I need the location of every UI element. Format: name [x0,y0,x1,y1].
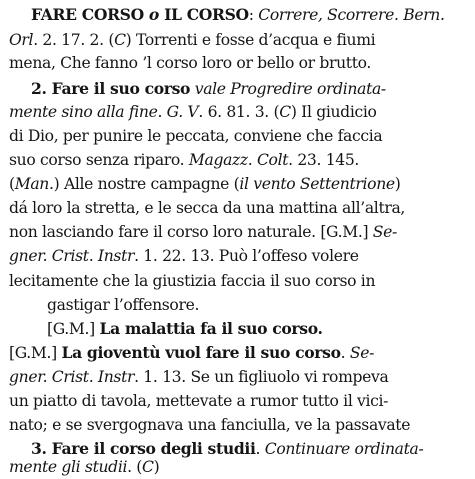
text-run: . 1. 22. 13. Può l’offeso volere [134,247,359,265]
text-line [9,244,475,268]
text-run: dá loro la stretta, e le secca da una mattina all’altra, [9,199,406,217]
text-line [9,196,475,220]
text-run: . ( [127,458,143,476]
text-run: ) [394,175,401,193]
text-run: ( [9,175,15,193]
text-run: [G.M.] [9,344,62,362]
text-run: mente gli studii [9,458,128,476]
text-run: gastigar l’offensore. [47,296,200,314]
text-run: . 1. 13. Se un figliuolo vi rompeva [134,368,389,386]
text-line [9,100,475,124]
text-run: FARE CORSO [31,5,149,24]
text-line [9,341,475,365]
text-run: mena, Che fanno ’l corso loro or bello or brutto. [9,54,371,72]
text-line [9,124,475,148]
text-run: suo corso senza riparo. [9,151,189,169]
text-run: gner. Crist. Instr [9,368,135,386]
text-run: vale Progredire ordinata- [190,80,386,98]
text-run: Orl [9,31,34,49]
text-run: Se- [349,344,374,362]
text-run: Se- [372,223,397,241]
text-run: IL CORSO [158,5,249,24]
text-line [47,293,475,317]
text-line [47,317,475,341]
text-run: Correre, Scorrere. Bern. [258,6,445,24]
text-line [31,3,475,27]
text-run: 2. Fare il suo corso [31,79,191,98]
text-run: C [114,31,126,49]
text-run: nato; e se svergognava una fanciulla, ve la passavate [9,416,411,434]
text-run: un piatto di tavola, mettevate a rumor tutto il vici- [9,392,389,410]
text-run: gner. Crist. Instr [9,247,135,265]
text-run: La malattia fa il suo corso. [99,319,323,338]
text-run: . 2. 17. 2. ( [33,31,115,49]
text-run: La gioventù vuol fare il suo corso [61,343,341,362]
text-line [9,413,475,437]
text-run: Man. [14,175,54,193]
text-line [9,28,475,52]
text-run: ) Alle nostre campagne ( [53,175,240,193]
text-run: Magazz. Colt [188,151,289,169]
text-run: . [157,103,167,121]
text-run: [G.M.] [47,320,100,338]
text-run: o [148,5,159,24]
text-line [9,269,475,293]
text-run: Continuare ordinata- [264,440,424,458]
text-line [9,148,475,172]
text-run: non lasciando fare il corso loro naturale. [G.M.] [9,223,373,241]
text-run: C [142,458,154,476]
text-run: G. V [166,103,199,121]
text-run: . [255,440,265,458]
text-run: C [279,103,291,121]
text-run: ) Il giudicio [290,103,377,121]
text-run: : [248,6,259,24]
text-run: ) Torrenti e fosse d’acqua e fiumi [125,31,376,49]
text-line [9,365,475,389]
text-line [9,172,475,196]
text-run: il vento Settentrione [239,175,395,193]
text-line [9,220,475,244]
text-run: . [340,344,350,362]
text-run: mente sino alla fine [9,103,158,121]
text-line [9,455,475,479]
text-line [31,77,475,101]
text-run: . 23. 145. [288,151,360,169]
text-run: . 6. 81. 3. ( [198,103,280,121]
text-run: lecitamente che la giustizia faccia il suo corso in [9,272,376,290]
text-run: di Dio, per punire le peccata, conviene che faccia [9,127,383,145]
text-run: 3. Fare il corso degli studii [31,439,256,458]
text-run: ) [153,458,160,476]
text-line [9,389,475,413]
text-line [9,51,475,75]
